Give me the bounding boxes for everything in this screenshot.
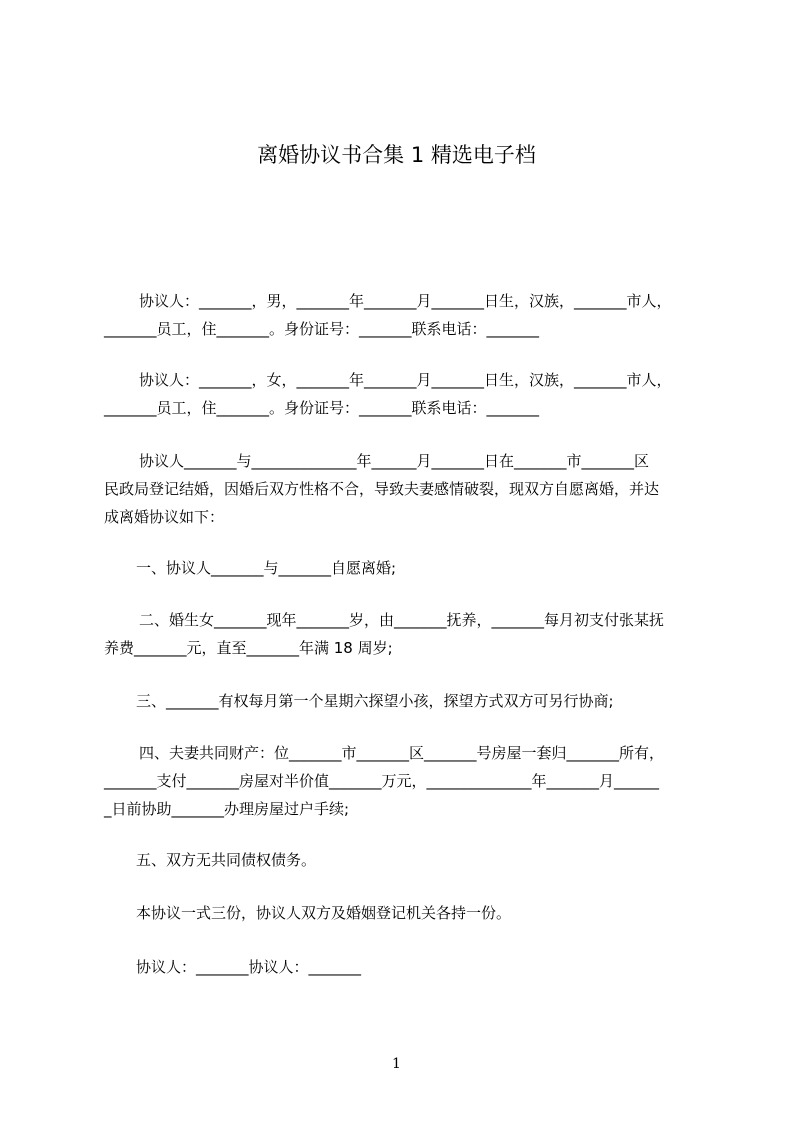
text-line: 三、_______有权每月第一个星期六探望小孩，探望方式双方可另行协商; [136,692,614,710]
text-line: 一、协议人_______与_______自愿离婚; [136,559,397,577]
text-line: _______员工，住_______。身份证号：_______联系电话：_______ [104,320,540,338]
text-line: _______支付_______房屋对半价值_______万元，______________年_______月______ [104,772,660,790]
text-line: 协议人_______与______________年______月_______日在_______市_______区 [139,452,650,470]
text-line: 二、婚生女_______现年_______岁，由_______抚养，_______每月初支付张某抚 [139,611,665,629]
text-line: 五、双方无共同债权债务。 [136,851,317,869]
text-line: _______员工，住_______。身份证号：_______联系电话：_______ [104,399,540,417]
page-number: 1 [392,1056,401,1072]
text-line: 本协议一式三份，协议人双方及婚姻登记机关各持一份。 [136,904,512,922]
text-line: _日前协助_______办理房屋过户手续; [104,800,350,818]
text-line: 协议人：_______，男，_______年_______月_______日生，汉族，_______市人， [139,292,672,310]
text-line: 四、夫妻共同财产：位_______市_______区_______号房屋一套归_______所有， [139,744,665,762]
text-line: 成离婚协议如下： [104,508,225,526]
text-line: 协议人：_______协议人：_______ [136,958,362,976]
text-line: 协议人：_______，女，_______年_______月_______日生，汉族，_______市人， [139,371,672,389]
document-title: 离婚协议书合集 1 精选电子档 [257,143,536,167]
text-line: 养费_______元，直至_______年满 18 周岁; [104,639,393,657]
text-line: 民政局登记结婚，因婚后双方性格不合，导致夫妻感情破裂，现双方自愿离婚，并达 [104,480,660,498]
